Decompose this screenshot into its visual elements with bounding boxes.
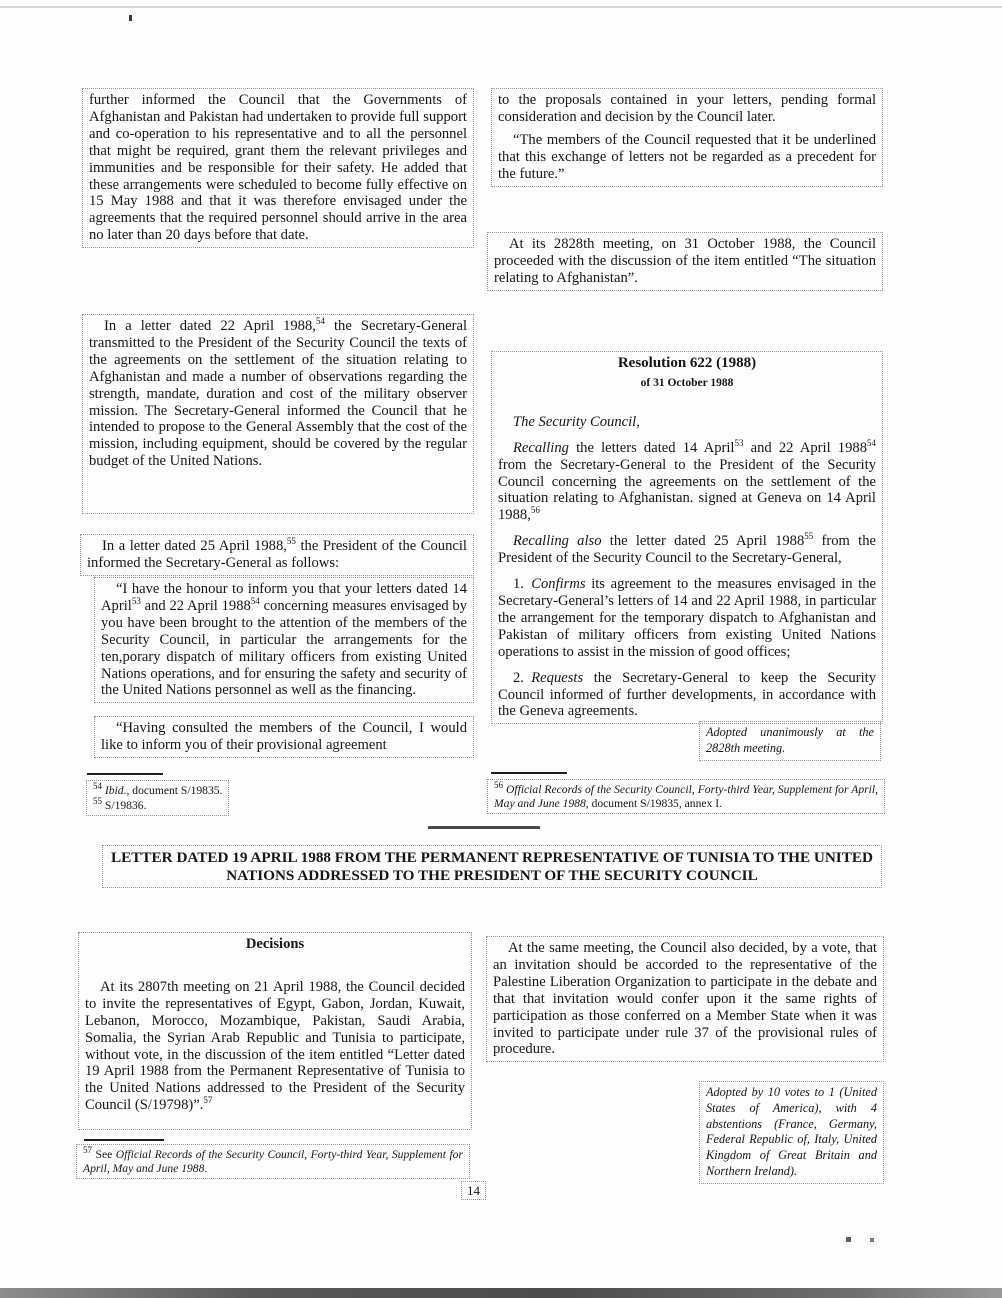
resolution-recalling: Recalling the letters dated 14 April$^{53}$ and 22 April 1988$^{54}$ from the Secretary-General to the President of the Security Council concerning the agreements on the settlement of the situation relating to Afghanistan. signed at Geneva on 14 April 1988,56 [498, 437, 876, 524]
paragraph-text: In a letter dated 22 April 1988,54 the Secretary-General transmitted to the President of the Security Council the texts of the agreements on the settlement of the situation relating to Afghanistan and made a number of observations regarding the strength, mandate, duration and cost of the military observer mission. The Secretary-General informed the Council that he intended to propose to the General Assembly that the cost of the mission, including equipment, should be covered by the regular budget of the United Nations. [89, 316, 467, 470]
paragraph-text: further informed the Council that the Governments of Afghanistan and Pakistan had undertaken to provide full support and co-operation to his representative and to all the personnel that might be required, grant them the relevant privileges and immunities and be responsible for their safety. He added that these arrangements were scheduled to become fully effective on 15 May 1988 and that it was therefore envisaged under the agreements that the required personnel should arrive in the area no later than 20 days before that date. [89, 92, 467, 244]
section-heading-tunisia-letter [102, 845, 882, 888]
scan-top-edge-line [0, 6, 1002, 8]
scan-bottom-edge-bar [0, 1288, 1002, 1298]
resolution-622-block [491, 351, 883, 724]
footnote-57 [76, 1144, 470, 1179]
resolution-title: Resolution 622 (1988) [617, 355, 757, 371]
adoption-note-text: Adopted unanimously at the 2828th meeting. [706, 725, 874, 755]
resolution-preamble: The Security Council, [513, 413, 640, 430]
paragraph-text: to the proposals contained in your letters, pending formal consideration and decision by the Council later. [498, 92, 876, 125]
section-heading-text: LETTER DATED 19 APRIL 1988 FROM THE PERMANENT REPRESENTATIVE OF TUNISIA TO THE UNITED NATIONS ADDRESSED TO THE PRESIDENT OF THE SECURITY COUNCIL [111, 849, 873, 884]
decisions-heading: Decisions [245, 936, 305, 952]
footnote-text: $^{57}$ See Official Records of the Security Council, Forty-third Year, Supplement for April, May and June 1988. [83, 1145, 463, 1175]
footnotes-left [86, 780, 229, 816]
paragraph-text: At the same meeting, the Council also decided, by a vote, that an invitation should be accorded to the representative of the Palestine Liberation Organization to participate in the debate and that that invitation would confer upon it the same rights of participation as those conferred on a Member State when it was invited to participate under rule 37 of the provisional rules of procedure. [493, 940, 877, 1058]
paragraph-2807-meeting: At its 2807th meeting on 21 April 1988, the Council decided to invite the representatives of Egypt, Gabon, Jordan, Kuwait, Lebanon, Morocco, Mozambique, Pakistan, Saudi Arabia, Somalia, the Syrian Arab Republic and Tunisia to participate, without vote, in the discussion of the item entitled “Letter dated 19 April 1988 from the Permanent Representative of Tunisia to the United Nations addressed to the President of the Security Council (S/19798)”.$^{57}$ [85, 978, 465, 1114]
paragraph-text: In a letter dated 25 April 1988,55 the President of the Council informed the Secretary-General as follows: [87, 536, 467, 571]
footnote-54: $^{54}$ Ibid., document S/19835. [93, 781, 223, 797]
footnote-separator-rule [84, 1139, 164, 1141]
footnote-56 [487, 779, 885, 814]
quote-members-text: “The members of the Council requested that it be underlined that this exchange of letters not be regarded as a precedent for the future.” [498, 131, 876, 182]
paragraph-2828-meeting [487, 232, 883, 291]
paragraph-same-meeting [486, 936, 884, 1062]
quote-text: “Having consulted the members of the Council, I would like to inform you of their provisional agreement [101, 720, 467, 753]
paragraph-letter-25-april [80, 534, 474, 576]
resolution-operative-2: 2. Requests the Secretary-General to keep the Security Council informed of further developments, in accordance with the Geneva agreements. [498, 669, 876, 720]
paragraph-letter-22-april [82, 314, 474, 514]
quote-honour-to-inform [94, 577, 474, 703]
adoption-note-resolution [699, 721, 881, 761]
footnote-text: $^{56}$ Official Records of the Security Council, Forty-third Year, Supplement for April, May and June 1988, document S/19835, annex I. [494, 780, 878, 810]
scan-artifact-dot [846, 1237, 851, 1242]
quote-having-consulted [94, 716, 474, 758]
footnote-55: $^{55}$ S/19836. [93, 795, 147, 812]
footnote-separator-rule [87, 773, 163, 775]
adoption-note-vote [699, 1081, 884, 1184]
decisions-block [78, 932, 472, 1130]
paragraph-continuation [82, 88, 474, 248]
paragraph-proposals [491, 88, 883, 187]
paragraph-text: At its 2828th meeting, on 31 October 1988, the Council proceeded with the discussion of the item entitled “The situation relating to Afghanistan”. [494, 236, 876, 286]
scan-artifact-dot [870, 1238, 874, 1242]
footnote-separator-rule [491, 772, 567, 774]
scan-artifact-dot [129, 15, 132, 21]
quote-text: “I have the honour to inform you that your letters dated 14 April$^{53}$ and 22 April 1988$^{54}$ concerning measures envisaged by you have been brought to the attention of the members of the Security Council, in particular the arrangements for the ten,porary dispatch of military officers from existing United Nations operations, and for ensuring the safety and security of the United Nations personnel as well as the financing. [101, 581, 467, 699]
page-number [461, 1181, 486, 1200]
resolution-subtitle: of 31 October 1988 [640, 376, 734, 389]
adoption-note-text: Adopted by 10 votes to 1 (United States of America), with 4 abstentions (France, Germany, Federal Republic of, Italy, United Kingdom of Great Britain and Northern Ireland). [706, 1085, 877, 1178]
page-number-text: 14 [467, 1183, 480, 1198]
resolution-recalling-also: Recalling also the letter dated 25 April 1988$^{55}$ from the President of the Security Council to the Secretary-General, [498, 531, 876, 567]
resolution-operative-1: 1. Confirms its agreement to the measures envisaged in the Secretary-General’s letters of 14 and 22 April 1988, in particular the arrangement for the temporary dispatch to Afghanistan and Pakistan of military officers from existing United Nations operations to assist in the mission of good offices; [498, 576, 876, 660]
section-divider-rule [428, 826, 540, 829]
